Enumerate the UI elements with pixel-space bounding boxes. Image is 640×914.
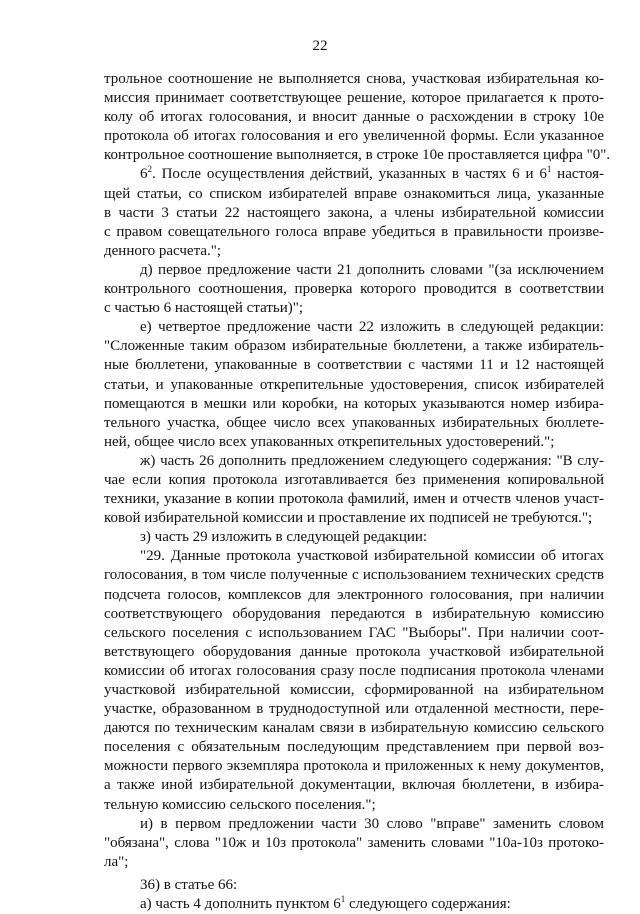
text-fragment: поселения с обязательным последующим представлением при первой воз- — [104, 739, 604, 756]
text-line — [104, 376, 604, 395]
text-line — [104, 127, 604, 146]
text-fragment: з) часть 29 изложить в следующей редакции: — [140, 529, 428, 546]
text-fragment: ные бюллетени, упакованные в соответствии с частями 11 и 12 настоящей — [104, 357, 604, 374]
text-line — [104, 299, 604, 318]
text-fragment: даются по техническим каналам связи в избирательную комиссию сельского — [104, 720, 604, 737]
text-fragment: д) первое предложение части 21 дополнить словами "(за исключением — [140, 261, 604, 278]
text-line — [104, 185, 604, 204]
document-body — [104, 70, 611, 914]
text-line — [104, 815, 604, 834]
text-line — [104, 204, 604, 223]
text-fragment: в части 3 статьи 22 настоящего закона, а члены избирательной комиссии — [104, 204, 604, 221]
text-fragment: ней, общее число всех упакованных открепительных удостоверений."; — [104, 433, 555, 450]
text-fragment: настоя- — [551, 166, 604, 183]
text-line — [104, 796, 604, 815]
text-fragment: чае если копия протокола изготавливается без применения копировальной — [104, 471, 604, 488]
text-fragment: сельского поселения с использованием ГАС "Выборы". При наличии соот- — [104, 624, 604, 641]
text-line — [104, 318, 604, 337]
text-fragment: тельную комиссию сельского поселения."; — [104, 796, 376, 813]
text-line — [104, 146, 611, 165]
text-fragment: 36) в статье 66: — [140, 876, 238, 893]
text-line — [104, 547, 604, 566]
superscript: 1 — [340, 894, 346, 905]
text-fragment: "Сложенные таким образом избирательные бюллетени, а также избиратель- — [104, 338, 604, 355]
text-fragment: с правом совещательного голоса вправе убедиться в правильности произве- — [104, 223, 604, 240]
text-fragment: тельного участка, общее число всех упакованных избирательных бюллете- — [104, 414, 604, 431]
text-line — [104, 776, 604, 795]
text-fragment: "обязана", слова "10ж и 10з протокола" заменить словами "10а-10з протоко- — [104, 834, 604, 851]
text-fragment: миссия принимает соответствующее решение, которое прилагается к прото- — [104, 90, 604, 107]
text-fragment: участке, образованном в труднодоступной или отдаленной местности, пере- — [104, 701, 604, 718]
text-fragment: контрольного соотношения, проверка которого проводится в соответствии — [104, 281, 604, 298]
text-fragment: соответствующего оборудования передаются в избирательную комиссию — [104, 605, 604, 622]
text-line — [104, 395, 604, 414]
text-fragment: помещаются в мешки или коробки, на которых указываются номер избира- — [104, 395, 604, 412]
text-line — [104, 242, 604, 261]
text-line — [104, 414, 604, 433]
text-line — [104, 452, 604, 471]
text-fragment: ж) часть 26 дополнить предложением следующего содержания: "В слу- — [140, 452, 604, 469]
text-line — [104, 700, 604, 719]
text-line — [104, 586, 604, 605]
text-line — [104, 853, 604, 872]
text-fragment: и) в первом предложении части 30 слово "вправе" заменить словом — [140, 815, 604, 832]
text-fragment: 6 — [140, 166, 148, 183]
text-fragment: контрольное соотношение выполняется, в строке 10е проставляется цифра "0". — [104, 147, 611, 164]
text-fragment: "29. Данные протокола участковой избирательной комиссии об итогах — [140, 548, 604, 565]
text-fragment: ветствующего оборудования данные протокола участковой избирательной — [104, 643, 604, 660]
text-fragment: протокола об итогах голосования и его увеличенной формы. Если указанное — [104, 128, 604, 145]
text-fragment: с частью 6 настоящей статьи)"; — [104, 300, 304, 317]
superscript: 1 — [546, 164, 552, 175]
text-fragment: комиссии об итогах голосования сразу после подписания протокола членами — [104, 662, 604, 679]
text-line — [104, 566, 604, 585]
text-line — [104, 280, 604, 299]
text-line — [104, 624, 604, 643]
text-line — [104, 738, 604, 757]
text-line — [104, 643, 604, 662]
text-line — [104, 605, 604, 624]
text-fragment: щей статьи, со списком избирателей вправе ознакомиться лица, указанные — [104, 185, 604, 202]
text-fragment: ковой избирательной комиссии и проставление их подписей не требуются."; — [104, 510, 593, 527]
page-number: 22 — [312, 38, 328, 54]
text-line — [104, 261, 604, 280]
text-line — [104, 509, 604, 528]
text-fragment: участковой избирательной комиссии, сформированной на избирательном — [104, 682, 604, 698]
text-line — [104, 89, 604, 108]
text-line — [104, 528, 604, 547]
text-fragment: ла"; — [104, 853, 129, 870]
text-line — [104, 108, 604, 127]
text-line — [104, 165, 604, 184]
text-fragment: а также иной избирательной документации, включая бюллетени, в избира- — [104, 777, 604, 794]
text-fragment: трольное соотношение не выполняется снова, участковая избирательная ко- — [104, 71, 604, 87]
text-line — [104, 662, 604, 681]
text-fragment: е) четвертое предложение части 22 изложить в следующей редакции: — [140, 319, 604, 336]
text-line — [104, 433, 604, 452]
text-fragment: подсчета голосов, комплексов для электронного голосования, при наличии — [104, 586, 604, 603]
text-line — [104, 356, 604, 375]
superscript: 2 — [147, 164, 152, 175]
text-line — [104, 70, 604, 89]
text-fragment: техники, указание в копии протокола фамилий, имен и отчеств членов участ- — [104, 491, 604, 508]
text-fragment: . После осуществления действий, указанных в частях 6 и 6 — [152, 166, 547, 183]
text-line — [104, 490, 604, 509]
text-fragment: следующего содержания: — [345, 896, 511, 913]
text-line — [104, 876, 604, 895]
text-fragment: денного расчета."; — [104, 242, 222, 259]
text-line — [104, 337, 604, 356]
text-fragment: можности первого экземпляра протокола и приложенных к нему документов, — [104, 758, 604, 775]
text-line — [104, 681, 604, 700]
text-line — [104, 471, 604, 490]
text-fragment: колу об итогах голосования, и вносит данные о расхождении в строку 10е — [104, 109, 604, 126]
text-fragment: статьи, и упакованные открепительные удостоверения, список избирателей — [104, 376, 604, 393]
text-fragment: а) часть 4 дополнить пунктом 6 — [140, 896, 341, 913]
text-line — [104, 834, 604, 853]
text-fragment: голосования, в том числе полученные с использованием технических средств — [104, 567, 604, 584]
text-line — [104, 719, 604, 738]
text-line — [104, 757, 604, 776]
text-line — [104, 223, 604, 242]
